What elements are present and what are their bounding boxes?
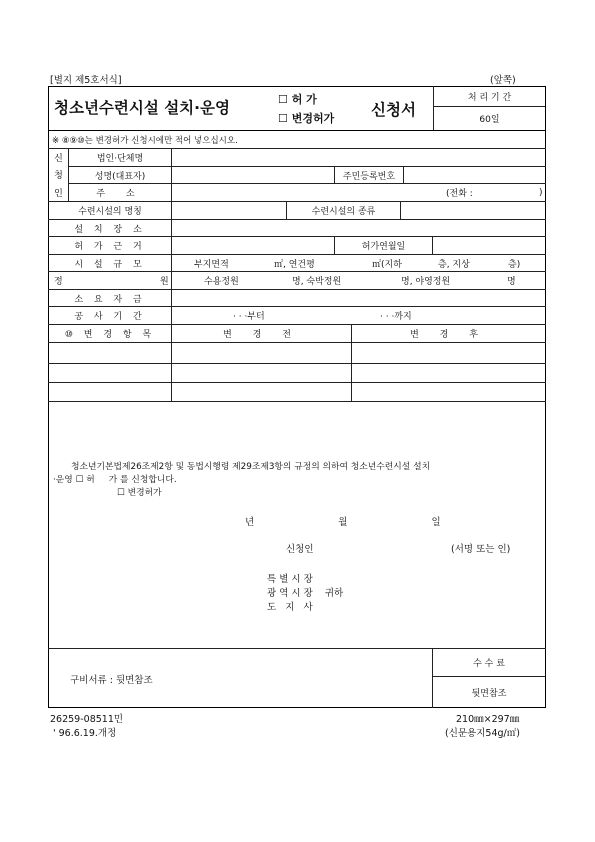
statement-line-3: ☐ 변경허가 [117, 488, 162, 498]
scale-unit1: ㎡, 연건평 [274, 259, 315, 270]
permit-date-label: 허가연월일 [361, 242, 406, 252]
paper-size: 210㎜×297㎜ [456, 714, 520, 725]
change-item-field[interactable] [49, 343, 171, 363]
period-from[interactable]: · · ·부터 [233, 312, 265, 322]
capacity-admit-label: 수용정원 [204, 277, 239, 287]
capacity-unit2: 명, 야영정원 [401, 277, 451, 287]
before-change-field[interactable] [172, 343, 351, 363]
applicant-side-label: 신 청 인 [54, 154, 63, 199]
phone-label: (전화 : [446, 189, 473, 199]
funds-label: 소 요 자 금 [74, 294, 146, 305]
id-number-field[interactable] [404, 167, 545, 183]
fee-value: 뒷면참조 [471, 688, 507, 699]
after-change-field[interactable] [352, 383, 545, 401]
address-field[interactable] [172, 184, 545, 201]
revision-date: ' 96.6.19.개정 [53, 728, 117, 739]
form-title: 청소년수련시설 설치·운영 [54, 99, 230, 117]
facility-name-label: 수련시설의 명칭 [78, 207, 142, 217]
processing-label: 처 리 기 간 [467, 93, 512, 103]
recipient-3: 도 지 사 [267, 602, 313, 613]
attachments-text: 구비서류 : 뒷면참조 [70, 675, 153, 686]
rep-name-label: 성명(대표자) [94, 171, 146, 182]
location-field[interactable] [172, 220, 545, 236]
statement-date: 년 월 일 [245, 517, 441, 528]
capacity-label-2: 원 [160, 277, 169, 287]
scale-label: 시 설 규 모 [74, 259, 146, 270]
before-change-field[interactable] [172, 364, 351, 382]
change-items-label: ⑩ 변 경 항 목 [64, 330, 156, 340]
address-label: 주 소 [96, 189, 144, 199]
change-item-field[interactable] [49, 364, 171, 382]
id-number-label: 주민등록번호 [342, 171, 396, 182]
after-change-field[interactable] [352, 343, 545, 363]
capacity-label-1: 정 [54, 277, 63, 287]
period-label: 공 사 기 간 [74, 312, 146, 322]
processing-value: 60일 [479, 115, 500, 125]
scale-unit2: ㎡(지하 [372, 259, 402, 270]
before-change-label: 변 경 전 [223, 330, 300, 340]
period-to[interactable]: · · ·까지 [380, 312, 412, 322]
permit-basis-label: 허 가 근 거 [74, 242, 146, 252]
org-name-label: 법인·단체명 [96, 154, 144, 164]
phone-close: ) [539, 187, 543, 198]
change-item-field[interactable] [49, 383, 171, 401]
location-label: 설 치 장 소 [74, 224, 146, 235]
form-code: 26259-08511민 [50, 714, 124, 725]
paper-type: (신문용지54g/㎡) [445, 728, 520, 739]
signature-hint: (서명 또는 인) [451, 544, 511, 555]
after-change-label: 변 경 후 [410, 330, 487, 340]
facility-name-field[interactable] [172, 202, 286, 219]
fee-label: 수 수 료 [473, 659, 505, 669]
title-option-permit[interactable]: ☐ 허 가 [278, 93, 317, 106]
title-option-change[interactable]: ☐ 변경허가 [278, 112, 335, 125]
recipient-1: 특 별 시 장 [267, 574, 313, 585]
capacity-unit1: 명, 숙박정원 [292, 277, 342, 287]
scale-site-label: 부지면적 [194, 259, 229, 270]
funds-field[interactable] [172, 290, 545, 306]
before-change-field[interactable] [172, 383, 351, 401]
applicant-sign-label: 신청인 [286, 544, 314, 555]
statement-line-2: ·운영 ☐ 허 가 를 신청합니다. [53, 475, 177, 485]
recipient-2: 광 역 시 장 귀하 [267, 588, 344, 599]
rep-name-field[interactable] [172, 167, 334, 183]
title-suffix: 신청서 [371, 101, 416, 119]
after-change-field[interactable] [352, 364, 545, 382]
scale-floor2: 층) [508, 259, 521, 270]
facility-type-field[interactable] [401, 202, 545, 219]
permit-date-field[interactable] [433, 237, 545, 254]
facility-type-label: 수련시설의 종류 [311, 207, 376, 217]
note-text: ※ ⑧⑨⑩는 변경허가 신청시에만 적어 넣으십시오. [52, 136, 238, 146]
statement-line-1: 청소년기본법제26조제2항 및 동법시행령 제29조제3항의 규정의 의하여 청소년수련시설 설치 [71, 462, 431, 472]
form-number: [별지 제5호서식] [50, 75, 122, 86]
org-name-field[interactable] [172, 149, 545, 166]
scale-floor: 층, 지상 [438, 259, 470, 270]
capacity-unit3: 명 [507, 277, 516, 287]
page-side: (앞쪽) [490, 75, 516, 86]
permit-basis-field[interactable] [172, 237, 334, 254]
